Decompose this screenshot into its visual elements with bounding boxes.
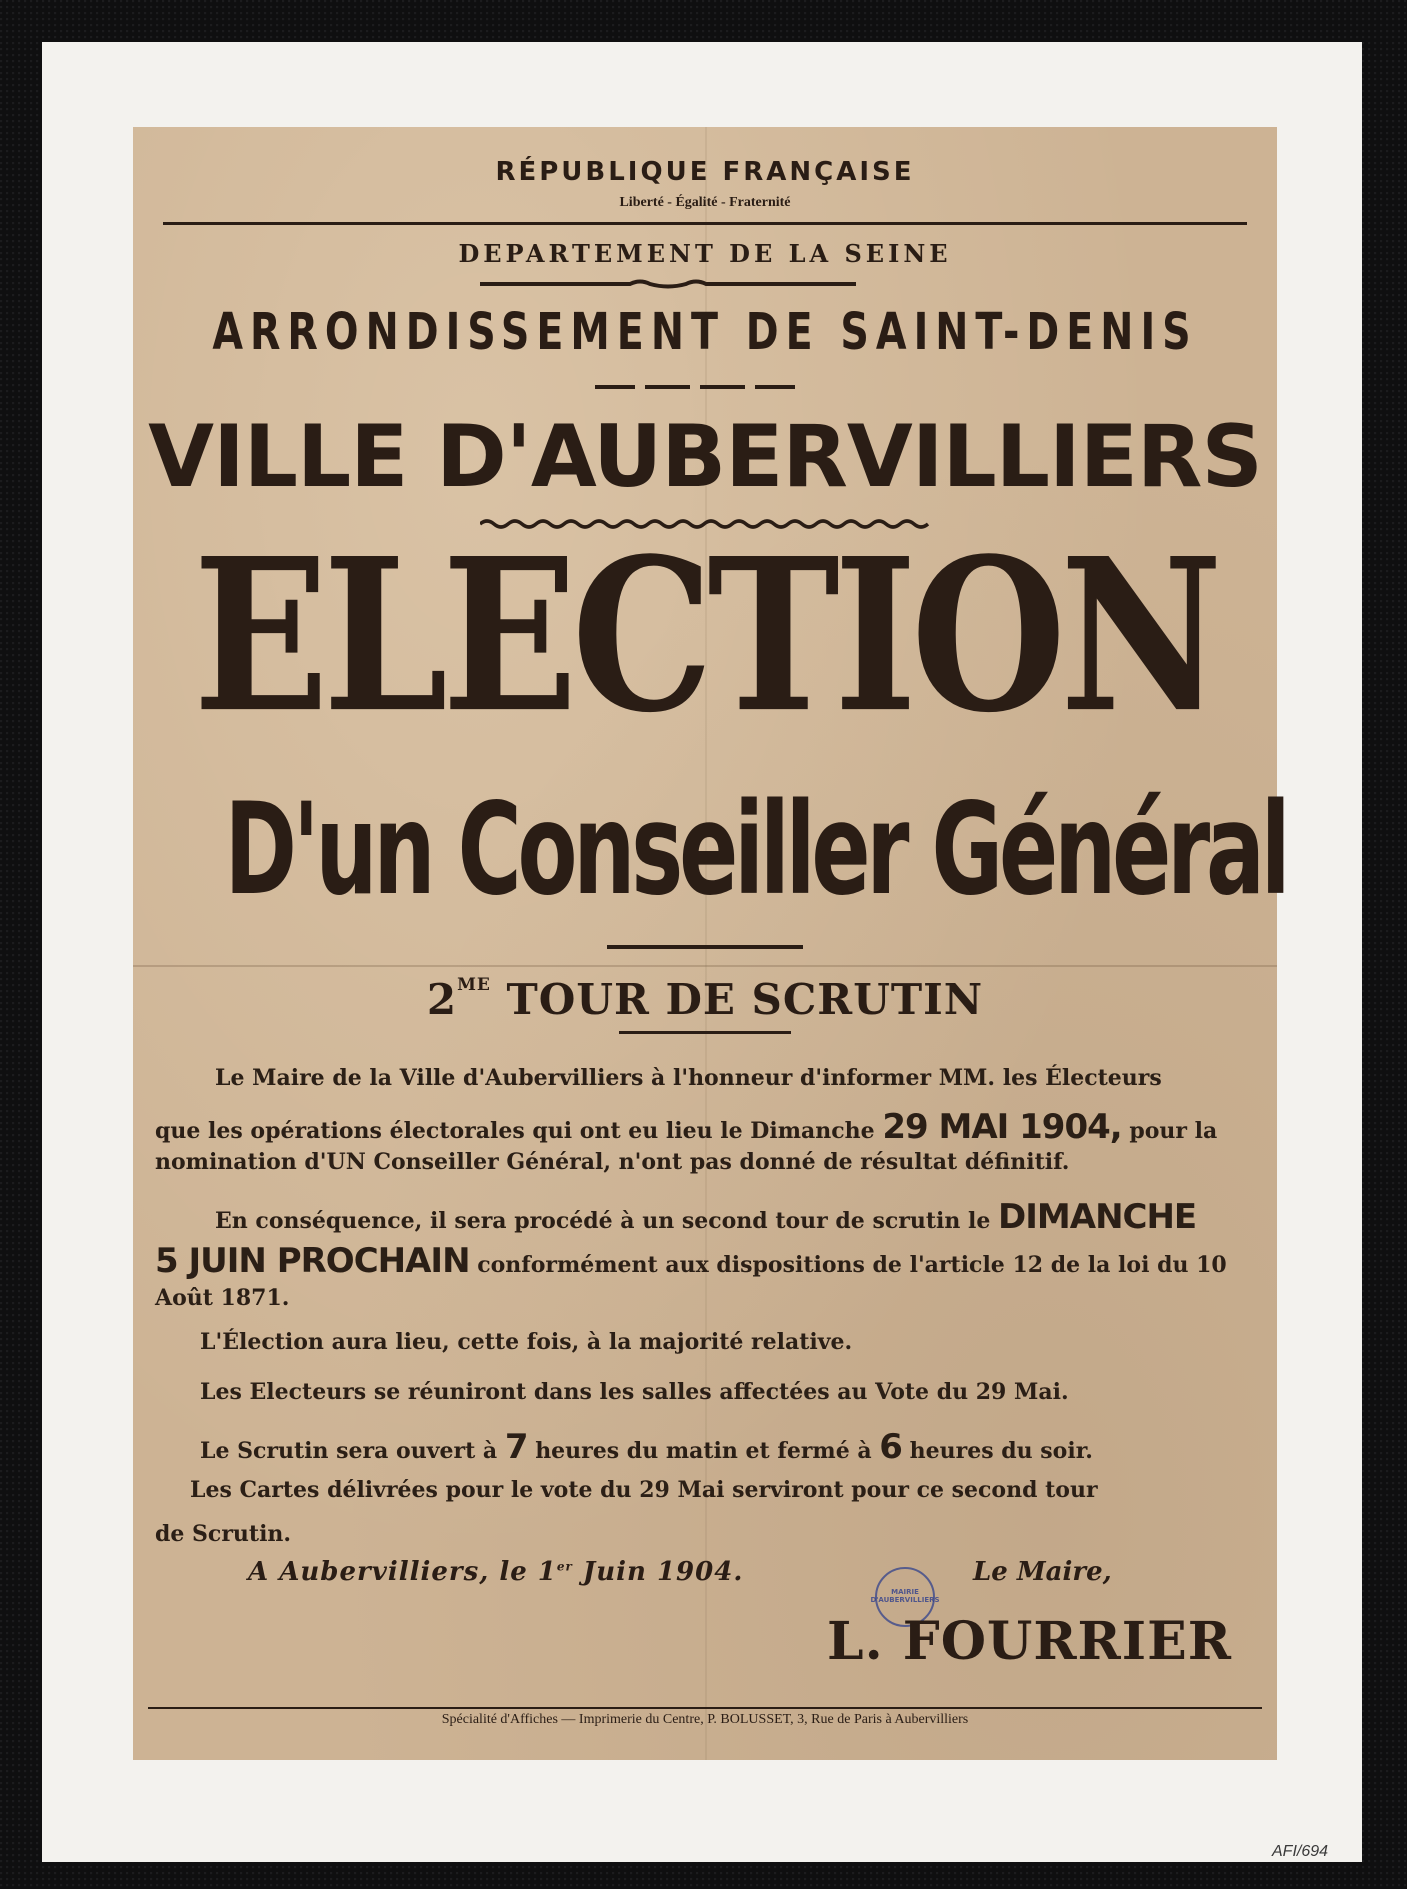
mayor-title: Le Maire, <box>973 1557 1112 1587</box>
para2-line3: Août 1871. <box>155 1285 290 1311</box>
city-heading: VILLE D'AUBERVILLIERS <box>148 407 1262 507</box>
para1-text-a: que les opérations électorales qui ont eu lieu le Dimanche <box>155 1118 875 1144</box>
fold-crease-vertical <box>705 127 707 1760</box>
round-heading <box>133 975 1277 1024</box>
para6-line2: de Scrutin. <box>155 1521 292 1547</box>
second-round-date: 5 JUIN PROCHAIN <box>155 1241 470 1281</box>
para2-line1 <box>215 1197 1315 1237</box>
closing-hour: 6 <box>879 1427 902 1467</box>
para5-text-b: heures du matin et fermé à <box>535 1438 872 1464</box>
round-text: TOUR DE SCRUTIN <box>506 975 984 1024</box>
election-poster <box>133 127 1287 1760</box>
para6-line1: Les Cartes délivrées pour le vote du 29 Mai serviront pour ce second tour <box>190 1477 1098 1503</box>
para2-text-a: En conséquence, il sera procédé à un second tour de scrutin le <box>215 1208 991 1234</box>
mayor-name: L. FOURRIER <box>827 1611 1232 1672</box>
para2-text-b: conformément aux dispositions de l'article 12 de la loi du 10 <box>477 1252 1227 1278</box>
printer-credit: Spécialité d'Affiches — Imprimerie du Centre, P. BOLUSSET, 3, Rue de Paris à Aubervilliers <box>441 1712 969 1727</box>
department-heading: DEPARTEMENT DE LA SEINE <box>458 239 952 268</box>
rule-footer <box>148 1707 1262 1709</box>
round-suffix: ME <box>457 975 491 995</box>
second-round-day: DIMANCHE <box>998 1197 1197 1237</box>
election-title: ELECTION <box>193 512 1217 759</box>
rule-short-2 <box>619 1031 791 1034</box>
round-number: 2 <box>426 975 458 1024</box>
place-date <box>248 1557 743 1587</box>
republic-heading: RÉPUBLIQUE FRANÇAISE <box>495 157 915 187</box>
rule-short-1 <box>607 945 803 949</box>
para5-text-a: Le Scrutin sera ouvert à <box>200 1438 498 1464</box>
place-sup: er <box>556 1559 573 1574</box>
archive-reference: AFI/694 <box>1272 1843 1329 1860</box>
para1-line1: Le Maire de la Ville d'Aubervilliers à l'honneur d'informer MM. les Électeurs <box>215 1065 1162 1091</box>
para5 <box>200 1427 1300 1467</box>
republic-motto: Liberté - Égalité - Fraternité <box>619 195 791 210</box>
place-text: A Aubervilliers, le 1 <box>248 1557 557 1587</box>
para1-line2 <box>155 1107 1255 1147</box>
mairie-stamp: MAIRIE D'AUBERVILLIERS <box>875 1567 935 1627</box>
ornament-rule-2 <box>595 383 795 391</box>
election-subtitle: D'un Conseiller Général <box>224 774 1287 924</box>
opening-hour: 7 <box>504 1427 528 1467</box>
para2-line2 <box>155 1241 1255 1281</box>
para1-line3: nomination d'UN Conseiller Général, n'ont pas donné de résultat définitif. <box>155 1149 1070 1175</box>
arrondissement-heading: ARRONDISSEMENT DE SAINT-DENIS <box>212 303 1198 362</box>
place-date-text: Juin 1904. <box>582 1557 744 1587</box>
para5-text-c: heures du soir. <box>909 1438 1093 1464</box>
para3: L'Élection aura lieu, cette fois, à la majorité relative. <box>200 1329 853 1355</box>
first-round-date: 29 MAI 1904, <box>882 1107 1122 1147</box>
ornament-rule-1 <box>480 278 856 290</box>
para4: Les Electeurs se réuniront dans les salles affectées au Vote du 29 Mai. <box>200 1379 1069 1405</box>
para1-text-b: pour la <box>1129 1118 1218 1144</box>
rule-top <box>163 222 1247 225</box>
